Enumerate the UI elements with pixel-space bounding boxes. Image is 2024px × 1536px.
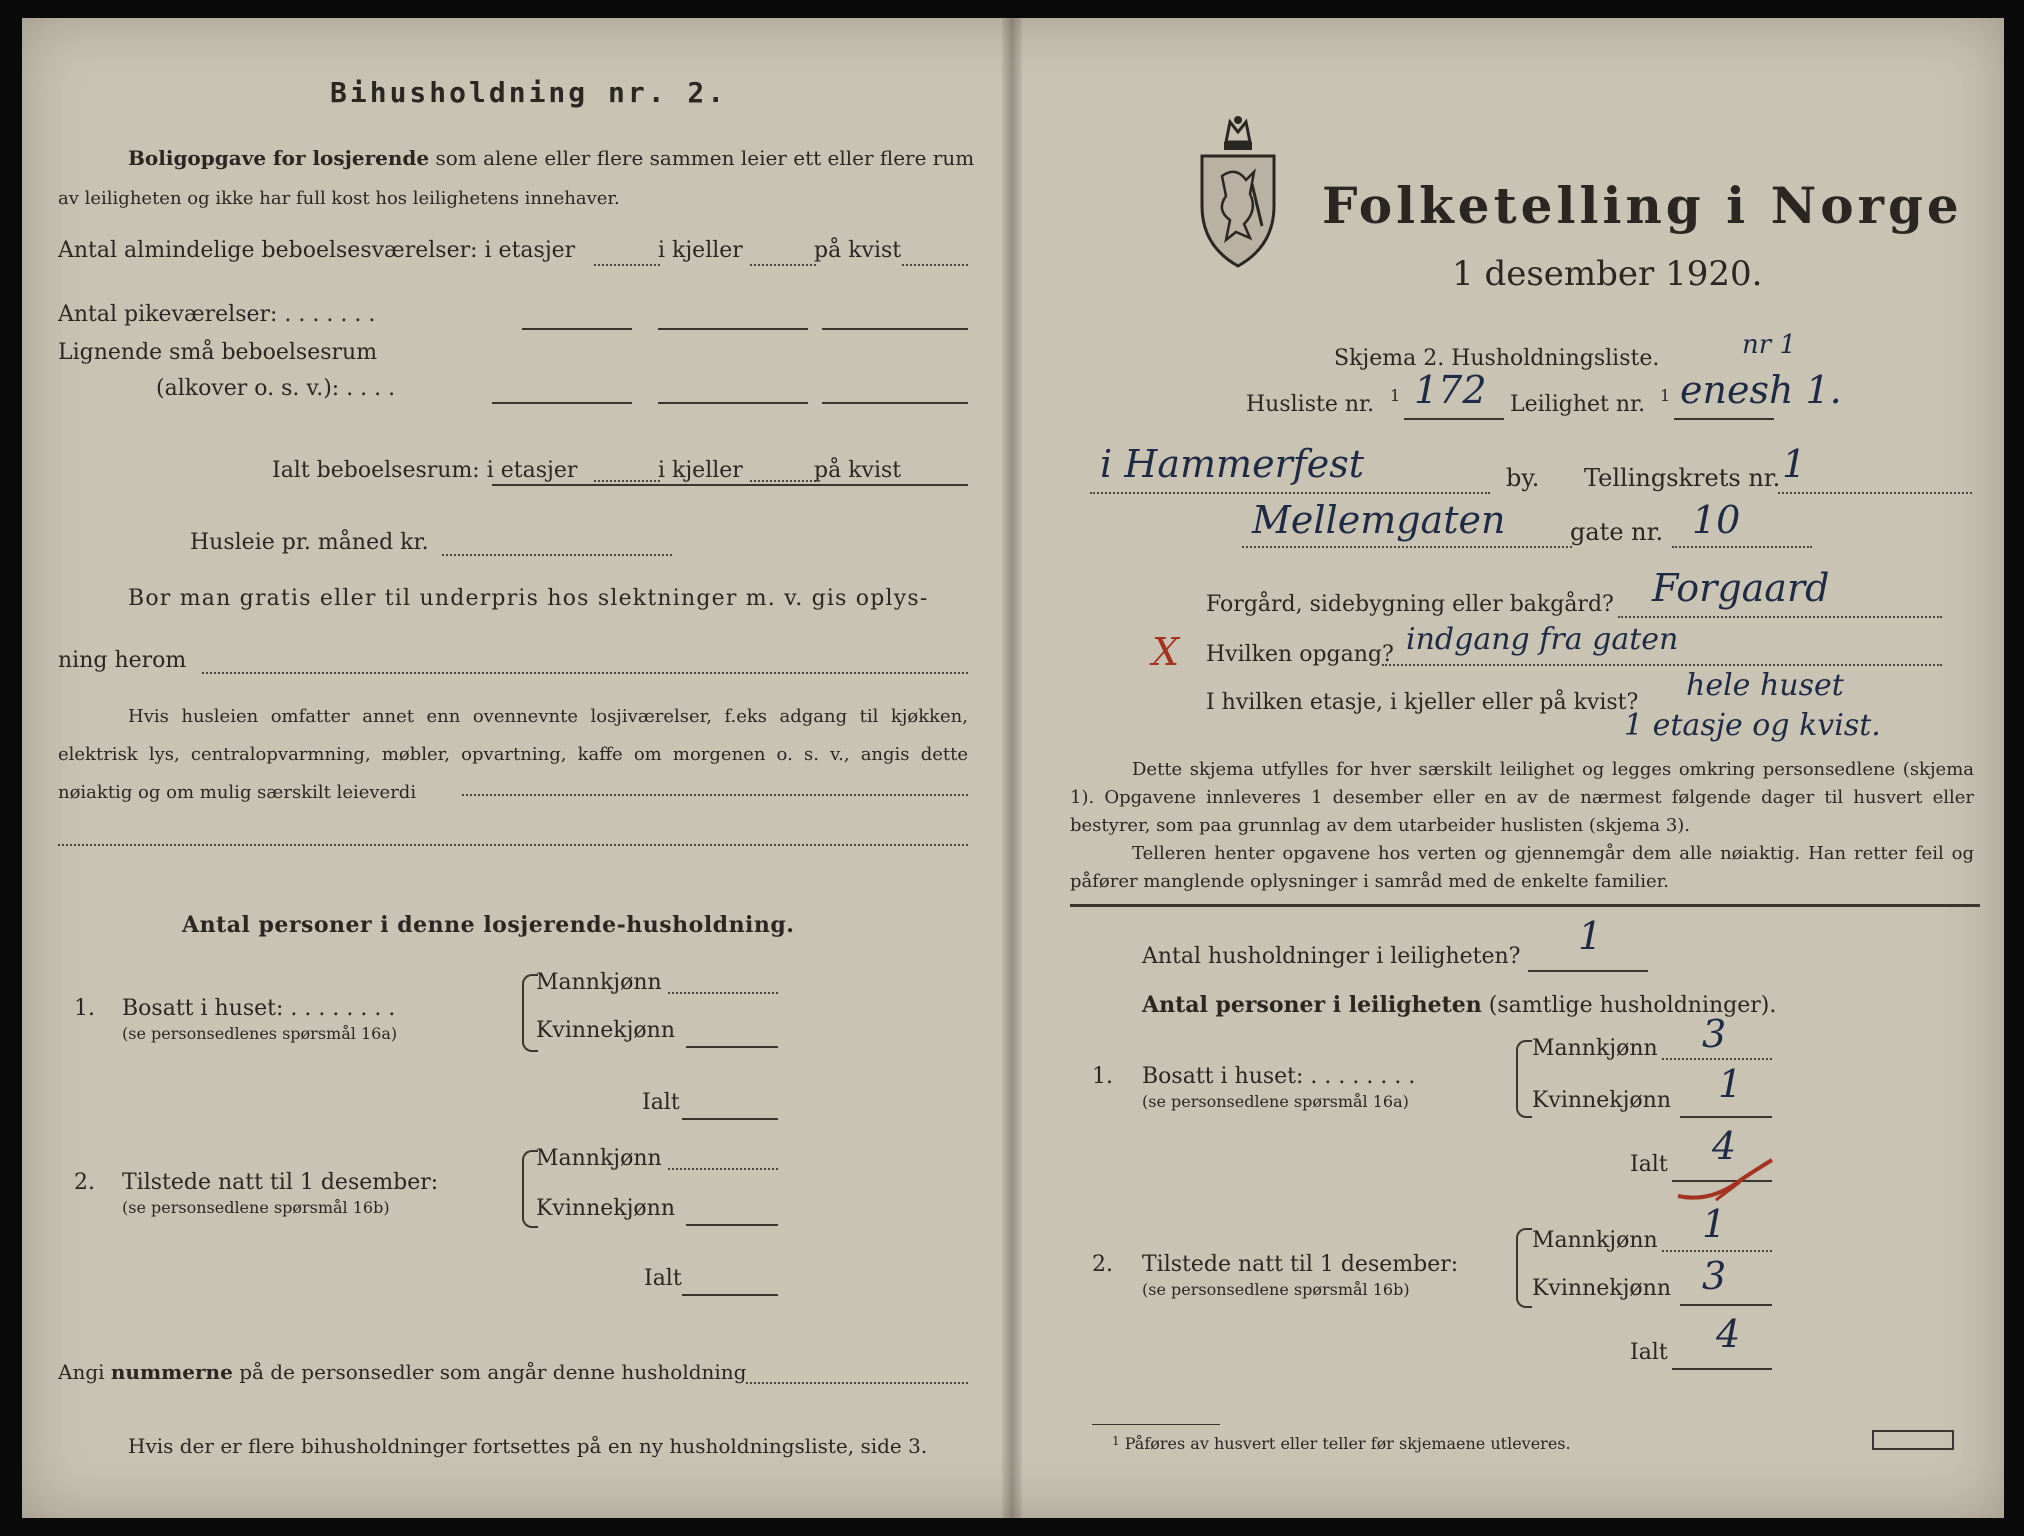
telleren-paragraph: Telleren henter opgavene hos verten og gjennemgår dem alle nøiaktig. Han retter feil og påfører manglende oplysninger i samråd med de enkelte familier.	[1070, 843, 1974, 892]
gate-value: Mellemgaten	[1252, 498, 1506, 542]
left-page	[22, 18, 1012, 1518]
q1-label-right: Bosatt i huset: . . . . . . . .	[1142, 1064, 1416, 1089]
antal-hush-value: 1	[1578, 914, 1603, 958]
printer-stamp	[1872, 1430, 1954, 1450]
etasje-value-1: hele huset	[1686, 668, 1844, 703]
etasje-label: I hvilken etasje, i kjeller eller på kvist?	[1206, 690, 1639, 715]
lignende-etasjer-field[interactable]	[492, 402, 632, 404]
q2-mann-label-right: Mannkjønn	[1532, 1228, 1658, 1253]
left-footer: Hvis der er flere bihusholdninger fortsettes på en ny husholdningsliste, side 3.	[128, 1434, 928, 1458]
q1-num-left: 1.	[74, 996, 95, 1021]
rooms-etasjer-field[interactable]	[594, 264, 660, 266]
husleie-field[interactable]	[442, 554, 672, 556]
gate-nr-value: 10	[1692, 498, 1741, 542]
leilighet-footnote-mark: 1	[1660, 386, 1671, 405]
ialt-rooms-label: Ialt beboelsesrum: i etasjer	[272, 458, 578, 483]
pike-label: Antal pikeværelser: . . . . . . .	[58, 302, 376, 327]
q2-mann-field-right[interactable]	[1662, 1250, 1772, 1252]
right-page	[1012, 18, 2004, 1518]
gratis-line-2: ning herom	[58, 648, 187, 673]
gate-nr-field[interactable]	[1672, 546, 1812, 548]
antal-pers-line	[1142, 992, 1776, 1018]
q2-kvinne-label-right: Kvinnekjønn	[1532, 1276, 1671, 1301]
census-form-sheet	[22, 18, 2004, 1518]
q2-sub-right: (se personsedlene spørsmål 16b)	[1142, 1280, 1410, 1299]
opgang-label: Hvilken opgang?	[1206, 642, 1394, 667]
lignende-kvist-field[interactable]	[822, 402, 968, 404]
krets-label: Tellingskrets nr.	[1584, 464, 1781, 492]
census-date: 1 desember 1920.	[1452, 254, 1763, 294]
gratis-field[interactable]	[202, 672, 968, 674]
intro-rest: som alene eller flere sammen leier ett eller flere rum	[435, 146, 975, 170]
q2-kvinne-label-left: Kvinnekjønn	[536, 1196, 675, 1221]
krets-value: 1	[1782, 442, 1807, 486]
ialt-rooms-underline	[492, 484, 968, 486]
section-divider	[1070, 904, 1980, 907]
ialt-etasjer-field[interactable]	[594, 480, 660, 482]
q2-ialt-label-right: Ialt	[1630, 1340, 1668, 1365]
q1-mann-label-left: Mannkjønn	[536, 970, 662, 995]
q2-label-right: Tilstede natt til 1 desember:	[1142, 1252, 1459, 1277]
leilighet-label: Leilighet nr.	[1510, 392, 1646, 417]
q1-num-right: 1.	[1092, 1064, 1113, 1089]
leilighet-field[interactable]	[1674, 418, 1774, 420]
q2-brace-right	[1516, 1228, 1532, 1308]
antal-pers-bold: Antal personer i leiligheten	[1142, 992, 1482, 1018]
hvis-paragraph: Hvis husleien omfatter annet enn ovennevnte losjiværelser, f.eks adgang til kjøkken, elektrisk lys, centralopvarmning, møbler, opvartning, kaffe om morgenen o. s. v., angis dette nøiaktig og om mulig særskilt leieverdi	[58, 706, 968, 803]
gate-field[interactable]	[1242, 546, 1572, 548]
pike-kjeller-field[interactable]	[658, 328, 808, 330]
q2-kvinne-field-right[interactable]	[1680, 1304, 1772, 1306]
intro-line-2: av leiligheten og ikke har full kost hos leilighetens innehaver.	[58, 188, 620, 209]
rooms-kvist-label: på kvist	[814, 238, 902, 263]
q2-mann-value: 1	[1702, 1202, 1727, 1246]
footnote-text	[1112, 1434, 1571, 1453]
skjema-annotation: nr 1	[1742, 330, 1796, 360]
by-value: i Hammerfest	[1100, 442, 1365, 486]
q2-num-right: 2.	[1092, 1252, 1113, 1277]
q1-sub-right: (se personsedlene spørsmål 16a)	[1142, 1092, 1409, 1111]
q2-ialt-value: 4	[1716, 1312, 1741, 1356]
norway-coat-of-arms-icon	[1196, 114, 1280, 274]
angi-bold: nummerne	[110, 1360, 233, 1384]
left-title: Bihusholdning nr. 2.	[330, 76, 728, 109]
right-title: Folketelling i Norge	[1322, 176, 1963, 235]
q1-kvinne-field-right[interactable]	[1680, 1116, 1772, 1118]
q1-brace-right	[1516, 1040, 1532, 1118]
forgard-label: Forgård, sidebygning eller bakgård?	[1206, 592, 1614, 617]
q2-mann-label-left: Mannkjønn	[536, 1146, 662, 1171]
ialt-kjeller-field[interactable]	[750, 480, 816, 482]
angi-line	[58, 1360, 746, 1384]
leieverdi-field[interactable]	[462, 794, 968, 796]
forgard-field[interactable]	[1618, 616, 1942, 618]
ialt-kjeller-label: i kjeller	[658, 458, 743, 483]
antal-hush-field[interactable]	[1528, 970, 1648, 972]
angi-text-2: på de personsedler som angår denne husholdning	[239, 1360, 747, 1384]
husliste-value: 172	[1414, 368, 1487, 412]
footnote-num: 1	[1112, 1434, 1120, 1448]
husliste-label: Husliste nr.	[1246, 392, 1375, 417]
q2-ialt-field-right[interactable]	[1672, 1368, 1772, 1370]
antal-heading-left: Antal personer i denne losjerende-husholdning.	[182, 912, 795, 938]
rooms-kjeller-field[interactable]	[750, 264, 816, 266]
by-field[interactable]	[1090, 492, 1490, 494]
red-check-mark-icon	[1676, 1156, 1776, 1208]
dette-paragraph: Dette skjema utfylles for hver særskilt leilighet og legges omkring personsedlene (skjema 1). Opgavene innleveres 1 desember eller en av de nærmest følgende dager til husvert eller bestyrer, som paa grunnlag av dem utarbeider huslisten (skjema 3).	[1070, 759, 1974, 836]
q2-num-left: 2.	[74, 1170, 95, 1195]
q2-kvinne-value: 3	[1702, 1254, 1727, 1298]
q1-mann-label-right: Mannkjønn	[1532, 1036, 1658, 1061]
intro-line-1	[128, 146, 974, 170]
q2-ialt-field-left[interactable]	[682, 1294, 778, 1296]
husliste-field[interactable]	[1404, 418, 1504, 420]
antal-pers-rest: (samtlige husholdninger).	[1488, 993, 1777, 1018]
q2-ialt-label-left: Ialt	[644, 1266, 682, 1291]
angi-field[interactable]	[746, 1382, 968, 1384]
q1-label-left: Bosatt i huset: . . . . . . . .	[122, 996, 396, 1021]
etasje-value-2: 1 etasje og kvist.	[1624, 708, 1881, 743]
pike-kvist-field[interactable]	[822, 328, 968, 330]
footnote-body: Påføres av husvert eller teller før skjemaene utleveres.	[1124, 1434, 1571, 1453]
extra-line-field[interactable]	[58, 844, 968, 846]
antal-hush-label: Antal husholdninger i leiligheten?	[1142, 944, 1521, 969]
opgang-value: indgang fra gaten	[1406, 622, 1679, 657]
intro-bold: Boligopgave for losjerende	[128, 146, 430, 170]
q1-ialt-label-right: Ialt	[1630, 1152, 1668, 1177]
leilighet-value: enesh 1.	[1680, 368, 1842, 412]
q1-kvinne-field-left[interactable]	[686, 1046, 778, 1048]
krets-field[interactable]	[1778, 492, 1972, 494]
rooms-kvist-field[interactable]	[902, 264, 968, 266]
angi-text-1: Angi	[58, 1360, 105, 1384]
gate-label: gate nr.	[1570, 518, 1664, 546]
opgang-check-mark: X	[1152, 630, 1180, 674]
husleie-label: Husleie pr. måned kr.	[190, 530, 429, 555]
q1-ialt-label-left: Ialt	[642, 1090, 680, 1115]
rooms-label: Antal almindelige beboelsesværelser: i etasjer	[58, 238, 576, 263]
q1-mann-field-right[interactable]	[1662, 1058, 1772, 1060]
q1-ialt-field-left[interactable]	[682, 1118, 778, 1120]
pike-etasjer-field[interactable]	[522, 328, 632, 330]
q1-sub-left: (se personsedlenes spørsmål 16a)	[122, 1024, 398, 1043]
by-label: by.	[1506, 464, 1540, 492]
q2-mann-field-left[interactable]	[668, 1168, 778, 1170]
skjema-label: Skjema 2. Husholdningsliste.	[1334, 346, 1660, 371]
q1-kvinne-label-right: Kvinnekjønn	[1532, 1088, 1671, 1113]
q1-kvinne-value: 1	[1718, 1062, 1743, 1106]
footnote-rule	[1092, 1424, 1220, 1425]
q1-ialt-value: 4	[1712, 1124, 1737, 1168]
q1-kvinne-label-left: Kvinnekjønn	[536, 1018, 675, 1043]
gratis-line-1: Bor man gratis eller til underpris hos slektninger m. v. gis oplys-	[128, 586, 929, 611]
forgard-value: Forgaard	[1652, 566, 1830, 610]
q1-mann-field-left[interactable]	[668, 992, 778, 994]
q1-mann-value: 3	[1702, 1012, 1727, 1056]
husliste-footnote-mark: 1	[1390, 386, 1401, 405]
lignende-kjeller-field[interactable]	[658, 402, 808, 404]
lignende-label-1: Lignende små beboelsesrum	[58, 340, 378, 365]
ialt-kvist-label: på kvist	[814, 458, 902, 483]
q2-label-left: Tilstede natt til 1 desember:	[122, 1170, 439, 1195]
rooms-kjeller-label: i kjeller	[658, 238, 743, 263]
opgang-field[interactable]	[1382, 664, 1942, 666]
lignende-label-2: (alkover o. s. v.): . . . .	[156, 376, 396, 401]
q2-kvinne-field-left[interactable]	[686, 1224, 778, 1226]
q2-sub-left: (se personsedlene spørsmål 16b)	[122, 1198, 390, 1217]
